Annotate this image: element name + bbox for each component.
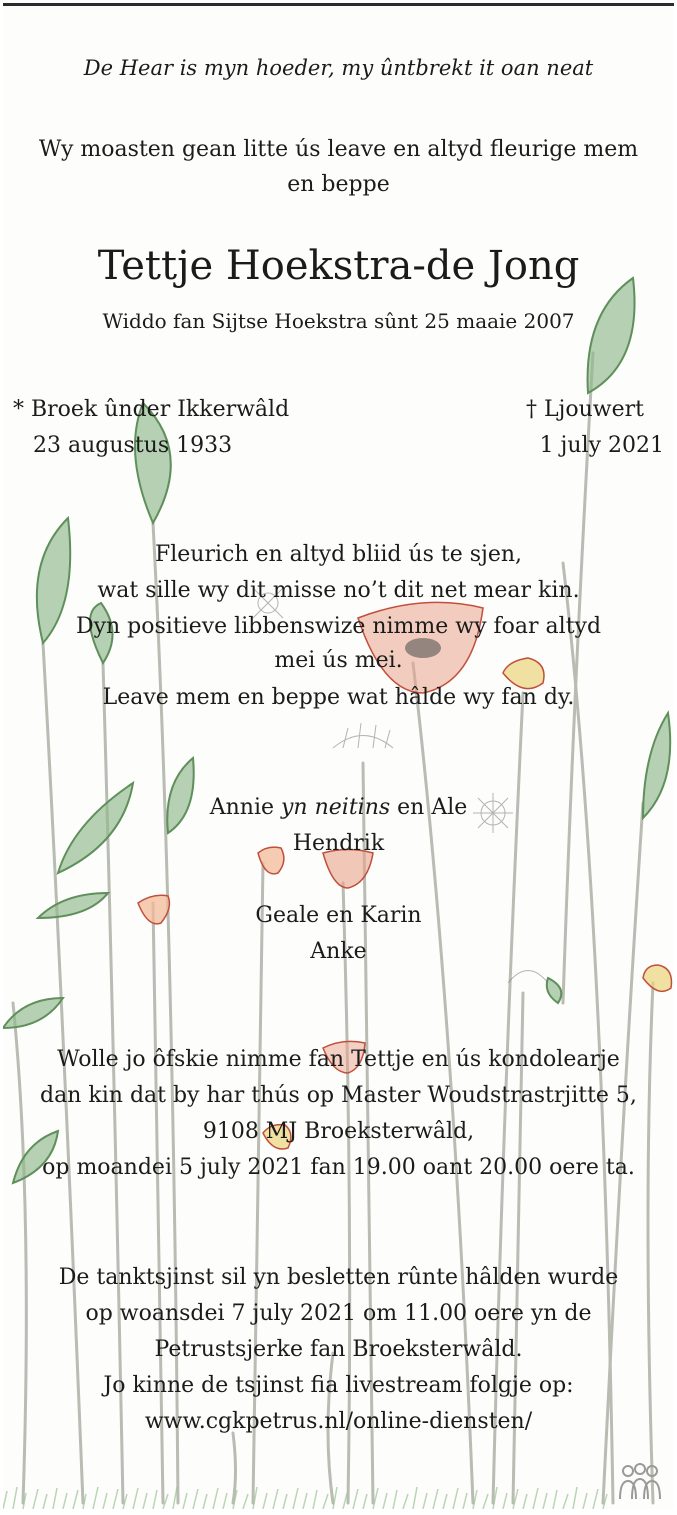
people-logo-icon <box>616 1461 664 1501</box>
condolence-line-4: op moandei 5 july 2021 fan 19.00 oant 20.00 oere ta. <box>42 1155 635 1180</box>
poem-line-1: Fleurich en altyd bliid ús te sjen, <box>154 542 523 567</box>
family-in-memoriam: yn neitins <box>281 795 391 820</box>
condolence-line-3: 9108 MJ Broeksterwâld, <box>202 1119 475 1144</box>
death-notice-card <box>3 3 674 1509</box>
service-line-2: op woansdei 7 july 2021 om 11.00 oere yn de <box>85 1301 592 1326</box>
family-name-ale: en Ale <box>390 795 468 820</box>
deceased-name: Tettje Hoekstra-de Jong <box>97 243 580 289</box>
family-line-3: Geale en Karin <box>255 903 422 928</box>
birth-date: 23 augustus 1933 <box>33 433 233 458</box>
birth-place: * Broek ûnder Ikkerwâld <box>13 397 290 422</box>
service-line-3: Petrustsjerke fan Broeksterwâld. <box>154 1337 523 1362</box>
death-date: 1 july 2021 <box>539 433 664 458</box>
condolence-line-2: dan kin dat by har thús op Master Woudstrastrjitte 5, <box>40 1083 637 1108</box>
livestream-url[interactable]: www.cgkpetrus.nl/online-diensten/ <box>144 1409 533 1434</box>
family-line-2: Hendrik <box>292 831 385 856</box>
family-name-annie: Annie <box>209 795 281 820</box>
motto: De Hear is myn hoeder, my ûntbrekt it oan neat <box>83 56 594 80</box>
family-line-4: Anke <box>310 939 367 964</box>
intro-line-2: en beppe <box>287 172 390 197</box>
poem-line-3: Dyn positieve libbenswize nimme wy foar altyd <box>75 614 602 639</box>
death-place: † Ljouwert <box>525 397 644 422</box>
condolence-line-1: Wolle jo ôfskie nimme fan Tettje en ús kondolearje <box>57 1047 620 1072</box>
service-line-1: De tanktsjinst sil yn besletten rûnte hâlden wurde <box>58 1265 619 1290</box>
family-line-1 <box>3 792 674 824</box>
service-line-4: Jo kinne de tsjinst fia livestream folgje op: <box>103 1373 574 1398</box>
poem-line-5: Leave mem en beppe wat hâlde wy fan dy. <box>102 685 575 710</box>
widow-line: Widdo fan Sijtse Hoekstra sûnt 25 maaie 2007 <box>102 309 575 333</box>
intro-line-1: Wy moasten gean litte ús leave en altyd fleurige mem <box>38 137 639 162</box>
poem-line-2: wat sille wy dit misse no’t dit net mear kin. <box>97 578 580 603</box>
poem-line-4: mei ús mei. <box>274 648 403 673</box>
